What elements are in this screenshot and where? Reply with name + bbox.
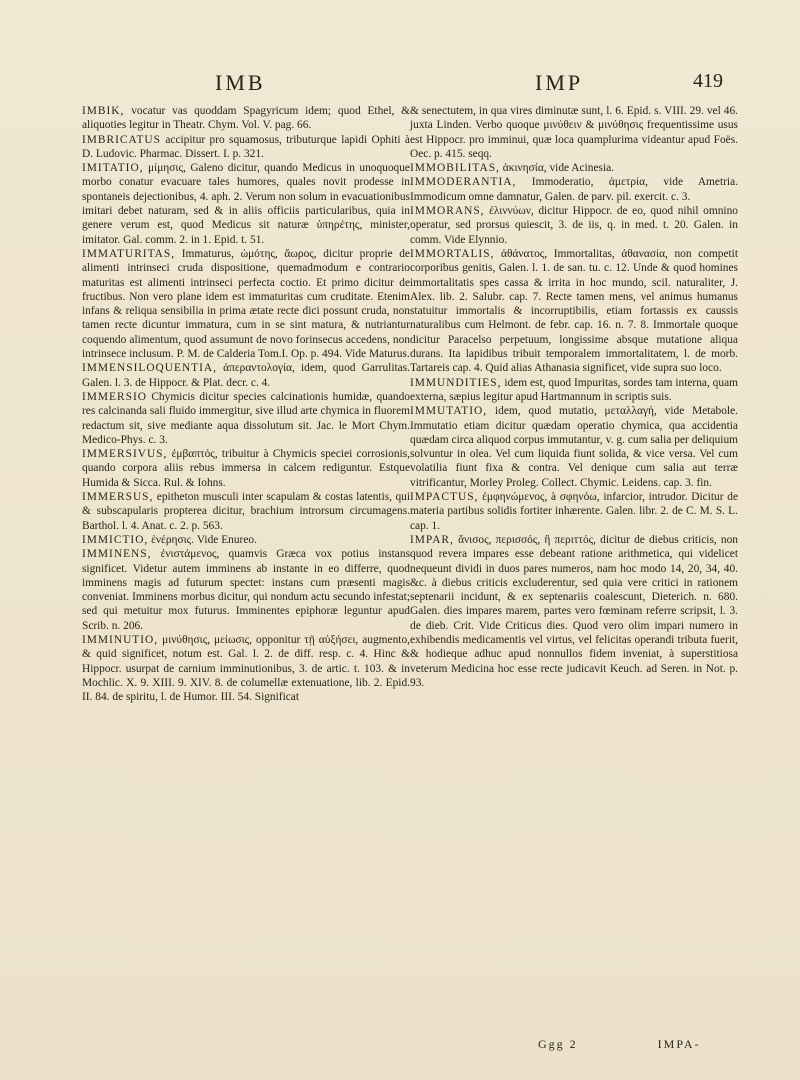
entry-text: Immoderatio, ἀμετρία, vide Ametria. Immodicum omne damnatur, Galen. de parv. pil. exercit. c. 3. [410,176,738,203]
dictionary-entry [82,361,410,390]
entry-text: ἄνισος, περισσός, ἢ περιττός, dicitur de diebus criticis, non quod revera impares esse debeant ratione arithmetica, qui videlicet nequeunt dividi in duos pares numeros, nam hoc modo 14, 20, 34, 40. &c. à diebus criticis excluderentur, sed quia vere critici in rationem septenarii incidunt, & ex septenariis coalescunt, Dieterich. n. 680. Galen. dies impares marem, partes vero fœminam referre scripsit, l. 3. de dieb. Crit. Vide Criticus dies. Quod vero olim impari numero in exhibendis medicamentis vel virtus, vel felicitas operandi tributa fuerit, & hodieque adhuc apud nonnullos fidem inveniat, à superstitiosa veterum Medicina hoc esse recte judicavit Keuch. ad Seren. in Not. p. 93. [410,533,738,689]
signature-mark: Ggg 2 [538,1037,578,1051]
entry-text: ἐλιννύων, dicitur Hippocr. de eo, quod nihil omnino operatur, sed prorsus quiescit, 3. de iis, q. in med. t. 20. Galen. in comm. Vide Elynnio. [410,205,738,246]
dictionary-entry [82,133,410,162]
page-number: 419 [693,70,723,92]
header-left-word: IMB [215,70,266,95]
entry-headword: IMMODERANTIA, [410,176,517,189]
dictionary-entry [410,533,738,690]
entry-headword: IMBIK, [82,105,125,117]
entry-headword: IMMATURITAS, [82,247,176,260]
entry-headword: IMMINENS, [82,548,152,561]
header-right-word: IMP [535,70,584,95]
left-column [82,104,410,704]
entry-text: μινύθησις, μείωσις, opponitur τῇ αὐξήσει, augmento, & quid significet, notum est. Gal. l. 2. de diff. resp. c. 4. Hinc & Hippocr. usurpat de carnium imminutionibus, 3. de artic. t. 103. & in Mochlic. X. 9. XIII. 9. XIV. 8. de columellæ extenuatione, lib. 2. Epid. II. 84. de spiritu, l. de Humor. III. 54. Significat [82,633,410,704]
page-footer [538,1037,701,1052]
entry-text: ἀπεραντολογία, idem, quod Garrulitas. Galen. l. 3. de Hippocr. & Plat. decr. c. 4. [82,362,410,389]
dictionary-entry [82,447,410,490]
dictionary-entry [82,633,410,704]
entry-text: ἐμβαπτός, tribuitur à Chymicis speciei corrosionis, quando corpora aliis rebus immersa in calcem rediguntur. Estque Humida & Sicca. Rul. & Iohns. [82,448,410,489]
entry-headword: IMBRICATUS [82,133,161,146]
right-column [410,104,738,690]
entry-headword: IMMERSIVUS, [82,448,168,461]
entry-headword: IMMUNDITIES, [410,376,502,389]
entry-text: & senectutem, in qua vires diminutæ sunt, l. 6. Epid. s. VIII. 29. vel 46. juxta Linden. Verbo quoque μινύθειν & μινύθησις frequentissime usus est Hippocr. pro imminui, quæ loca quamplurima videantur apud Foës. Oec. p. 415. seqq. [410,105,738,160]
dictionary-entry [410,490,738,533]
dictionary-entry [410,204,738,247]
entry-text: ἀκινησία, vide Acinesia. [502,162,615,175]
entry-text: ἐμφηνώμενος, à σφηνόω, infarcior, intrudor. Dicitur de materia partibus solidis fortiter inhærente. Galen. libr. 2. de C. M. S. L. cap. 1. [410,491,738,532]
running-header [0,70,800,100]
dictionary-entry [82,390,410,447]
dictionary-entry [410,376,738,405]
entry-text: accipitur pro squamosus, tributurque lapidi Ophiti à D. Ludovic. Pharmac. Dissert. I. p. 321. [82,133,410,160]
entry-text: ἀθάνατος, Immortalitas, ἀθανασία, non competit corporibus genitis, Galen. l. 1. de san. tu. c. 12. Unde & quod homines immortalitatis spes cassa & irrita in hoc mundo, scil. naturaliter, J. Alex. lib. 2. Salubr. cap. 7. Recte tamen mens, vel animus humanus statuitur immortalis & incorruptibilis, etiam fortassis ex caussis naturalibus cum Helmont. de febr. cap. 16. n. 7. 8. Immortale quoque dicitur Paracelso perpetuum, longissime absque mutatione aliqua durans. Ita lapidibus tribuit temporalem immortalitatem, l. de morb. Tartareis cap. 4. Quid alias Athanasia significet, vide supra suo loco. [410,247,738,375]
dictionary-entry [410,104,738,161]
entry-headword: IMITATIO, [82,162,144,175]
entry-text: ἐνιστάμενος, quamvis Græca vox potius instans significet. Videtur autem imminens ab instante in eo differre, quod imminens magis ad futurum spectet: instans cum præsenti magis conveniat. Imminens morbus dicitur, qui nondum actu secundo infestat; sed qui metuitur mox futurus. Imminentes epiphoræ leguntur apud Scrib. n. 206. [82,548,410,632]
entry-headword: IMMORTALIS, [410,247,495,260]
dictionary-entry [82,104,410,133]
entry-text: vocatur vas quoddam Spagyricum idem; quod Ethel, & aliquoties legitur in Theatr. Chym. Vol. V. pag. 66. [82,105,410,132]
entry-headword: IMMUTATIO, [410,405,488,418]
entry-headword: IMMERSUS, [82,491,154,504]
entry-text: Chymicis dicitur species calcinationis humidæ, quando res calcinanda sali fluido immergitur, sive illud arte chymica in fluorem redactum sit, sive mediante aqua dissolutum sit. Jac. le Mort Chym. Medico-Phys. c. 3. [82,390,410,446]
entry-text: epitheton musculi inter scapulam & costas latentis, qui & subscapularis propterea dicitur, brachium introrsum circumagens. Barthol. l. 4. Anat. c. 2. p. 563. [82,491,410,532]
entry-headword: IMMICTIO, [82,533,149,546]
entry-headword: IMMORANS, [410,205,485,218]
dictionary-entry [410,175,738,204]
entry-headword: IMMOBILITAS, [410,162,500,175]
dictionary-entry [410,161,738,175]
dictionary-entry [410,404,738,490]
entry-headword: IMPACTUS, [410,491,479,504]
entry-headword: IMPAR, [410,533,454,546]
entry-text: Immaturus, ὠμότης, ἄωρος, dicitur proprie de alimenti intrinseci cruda dispositione, quemadmodum e contrario maturitas est alimenti intrinseci perfecta coctio. Et primo dicitur de fructibus. Non vero plane idem est immaturitas cum cruditate. Etenim infans & reliqua sensibilia in prima ætate recte dici possunt cruda, non tamen recte dicuntur immatura, cum in se sint matura, & nutriantur coquendo alimentum, quod assumunt de novo forinsecus accedens, non intrinsece inclusum. P. M. de Calderia Tom.I. Op. p. 494. Vide Maturus. [82,247,410,361]
dictionary-entry [82,490,410,533]
dictionary-entry [82,547,410,633]
entry-headword: IMMERSIO [82,390,147,403]
dictionary-entry [82,247,410,361]
dictionary-entry [410,247,738,376]
entry-text: μίμησις, Galeno dicitur, quando Medicus in unoquoque morbo conatur evacuare tales humores, quales novit prodesse in spontaneis dejectionibus, 4. aph. 2. Verum non solum in evacuationibus imitari debet naturam, sed & in aliis officiis particularibus, quia in genere verum est, quod Medicus sit naturæ ὑπηρέτης, minister, imitator. Gal. comm. 2. in 1. Epid. t. 51. [82,162,410,246]
dictionary-entry [82,533,410,547]
entry-headword: IMMINUTIO, [82,633,159,646]
entry-text: ἐνέρησις. Vide Enureo. [151,533,257,546]
entry-text: idem est, quod Impuritas, sordes tam interna, quam externa, sæpius legitur apud Hartmannum in scriptis suis. [410,376,738,403]
catchword: IMPA- [657,1037,701,1051]
dictionary-entry [82,161,410,247]
entry-headword: IMMENSILOQUENTIA, [82,362,218,375]
entry-text: idem, quod mutatio, μεταλλαγή, vide Metabole. Immutatio etiam dicitur quædam operatio chymica, qua accidentia quædam circa aliquod corpus immutantur, v. g. cum salia per deliquium solvuntur in olea. Vel cum liquida fiunt solida, & vice versa. Vel cum volatilia fiunt fixa & contra. Vel denique cum salia aut terræ vitrificantur, Morley Proleg. Collect. Chymic. Leidens. cap. 3. fin. [410,405,738,489]
